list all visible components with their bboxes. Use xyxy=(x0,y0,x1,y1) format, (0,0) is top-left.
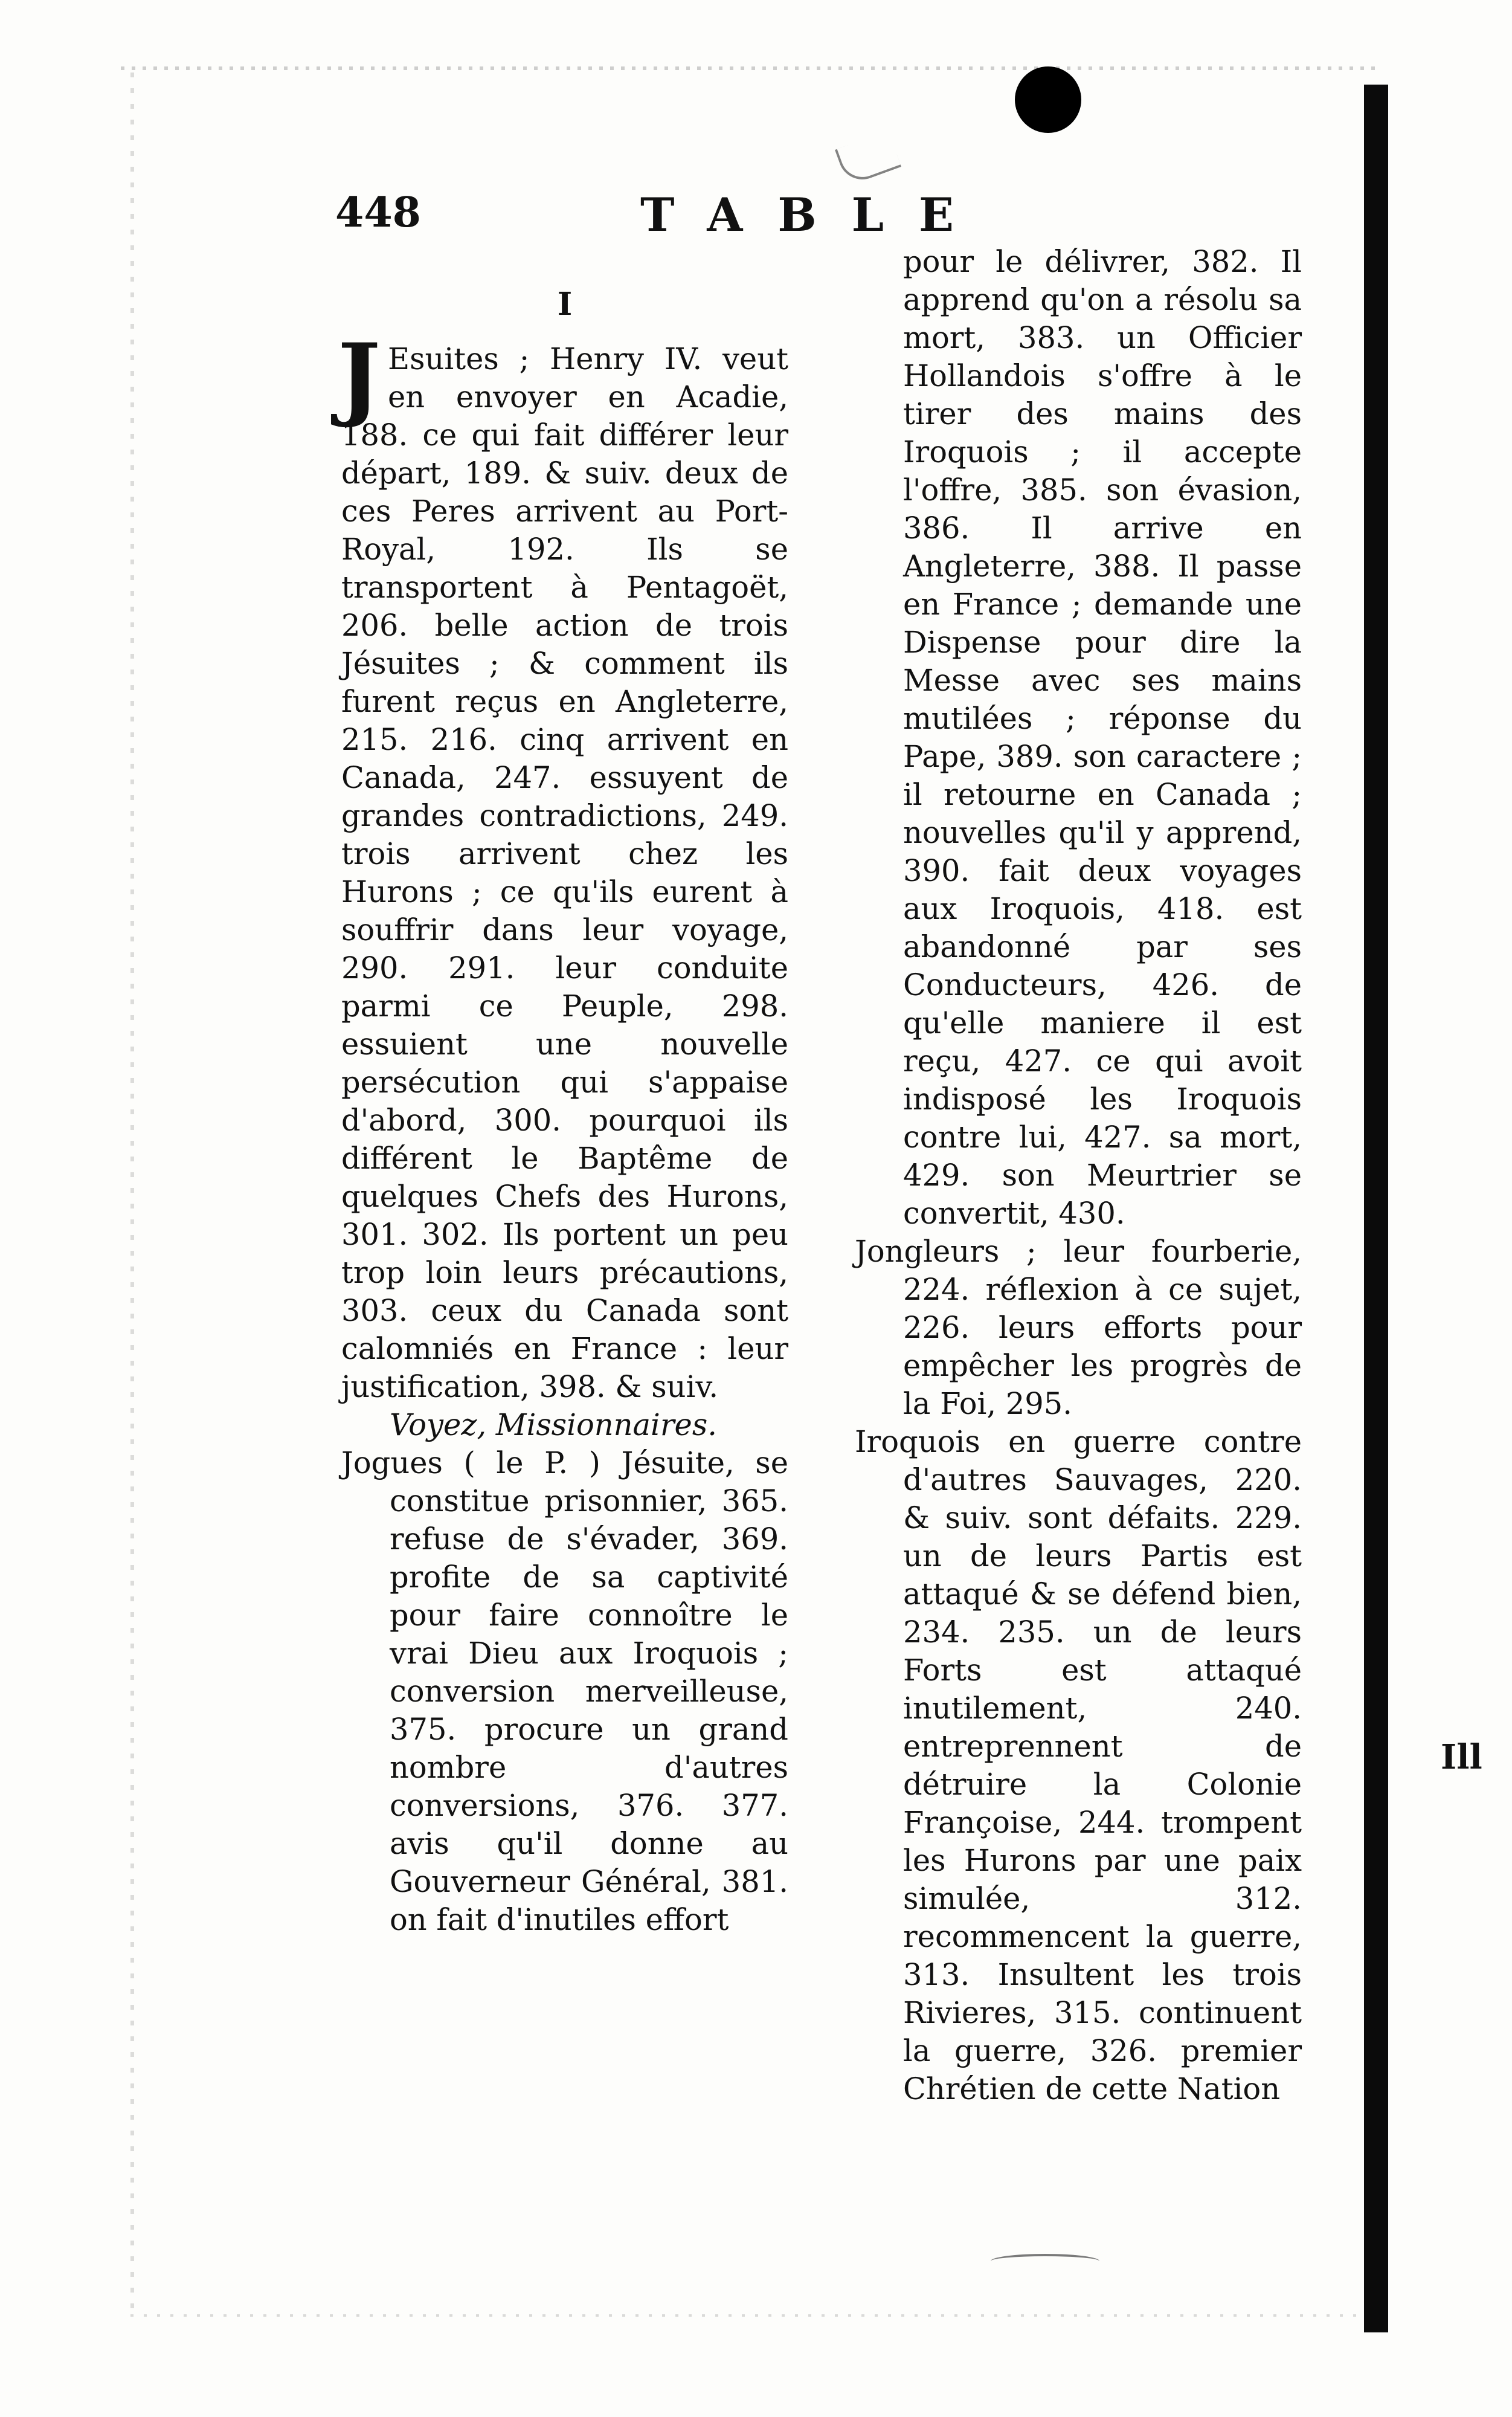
running-title: TABLE xyxy=(640,188,989,242)
index-entry-jesuites xyxy=(338,324,788,1406)
stray-ink-stroke xyxy=(991,2254,1099,2268)
drop-capital: J xyxy=(338,324,381,430)
ink-blot-mark xyxy=(1015,66,1081,133)
right-column xyxy=(855,243,1302,2108)
binding-gutter-shadow xyxy=(1364,85,1388,2332)
facing-page-text-fragment: Ill xyxy=(1441,1737,1482,1777)
index-entry-jongleurs: Jongleurs ; leur fourberie, 224. réflexion à ce sujet, 226. leurs efforts pour empêcher les progrès de la Foi, 295. xyxy=(855,1234,1302,1421)
index-entry-jogues-continued: pour le délivrer, 382. Il apprend qu'on a résolu sa mort, 383. un Officier Hollandois s'offre à le tirer des mains des Iroquois ; il accepte l'offre, 385. son évasion, 386. Il arrive en Angleterre, 388. Il passe en France ; demande une Dispense pour dire la Messe avec ses mains mutilées ; réponse du Pape, 389. son caractere ; il retourne en Canada ; nouvelles qu'il y apprend, 390. fait deux voyages aux Iroquois, 418. est abandonné par ses Conducteurs, 426. de qu'elle maniere il est reçu, 427. ce qui avoit indisposé les Iroquois contre lui, 427. sa mort, 429. son Meurtrier se convertit, 430. xyxy=(903,244,1302,1231)
page-left-edge xyxy=(130,73,134,2308)
left-column xyxy=(338,248,788,1939)
entry-text: Esuites ; Henry IV. veut en envoyer en Acadie, 188. ce qui fait différer leur départ, 189. & suiv. deux de ces Peres arrivent au Port-Royal, 192. Ils se transportent à Pentagoët, 206. belle action de trois Jésuites ; & comment ils furent reçus en Angleterre, 215. 216. cinq arrivent en Canada, 247. essuyent de grandes contradictions, 249. trois arrivent chez les Hurons ; ce qu'ils eurent à souffrir dans leur voyage, 290. 291. leur conduite parmi ce Peuple, 298. essuient une nouvelle persécution qui s'appaise d'abord, 300. pourquoi ils différent le Baptême de quelques Chefs des Hurons, 301. 302. Ils portent un peu trop loin leurs précautions, 303. ceux du Canada sont calomniés en France : leur justification, 398. & suiv. xyxy=(341,341,788,1404)
index-entry-jogues: Jogues ( le P. ) Jésuite, se constitue prisonnier, 365. refuse de s'évader, 369. profite de sa captivité pour faire connoître le vrai Dieu aux Iroquois ; conversion merveilleuse, 375. procure un grand nombre d'autres conversions, 376. 377. avis qu'il donne au Gouverneur Général, 381. on fait d'inutiles effort xyxy=(341,1445,788,1937)
page-crease-mark xyxy=(835,131,901,186)
index-entry-iroquois: Iroquois en guerre contre d'autres Sauvages, 220. & suiv. sont défaits. 229. un de leurs Partis est attaqué & se défend bien, 234. 235. un de leurs Forts est attaqué inutilement, 240. entreprennent de détruire la Colonie Françoise, 244. trompent les Hurons par une paix simulée, 312. recommencent la guerre, 313. Insultent les trois Rivieres, 315. continuent la guerre, 326. premier Chrétien de cette Nation xyxy=(855,1424,1302,2106)
see-also-reference: Voyez, Missionnaires. xyxy=(390,1407,717,1442)
page-number: 448 xyxy=(335,189,421,237)
page-bottom-edge xyxy=(130,2314,1369,2317)
section-letter: I xyxy=(557,286,573,323)
page-top-edge xyxy=(121,66,1377,70)
